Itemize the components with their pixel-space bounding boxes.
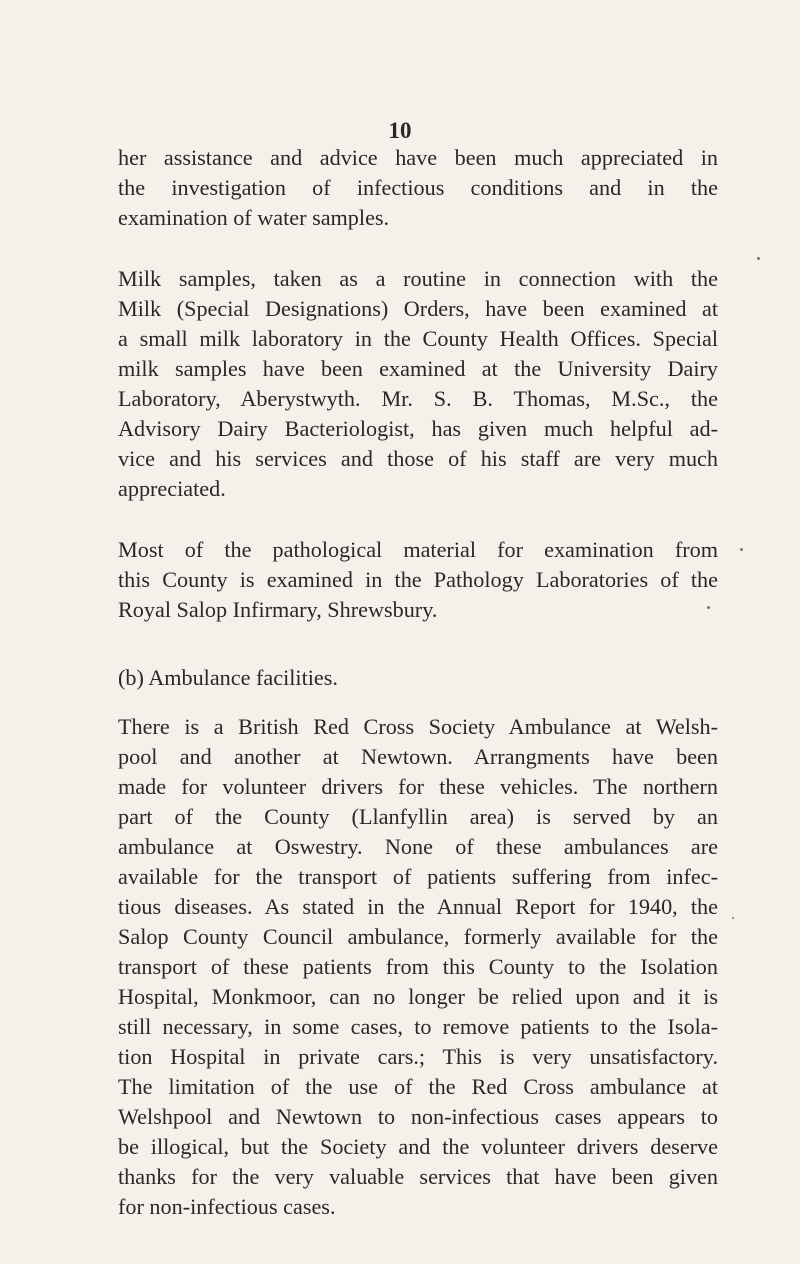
paragraph-1 [118,143,718,233]
text-line: for non-infectious cases. [118,1194,336,1219]
text-line: Hospital, Monkmoor, can no longer be relied upon and it is [118,984,718,1009]
text-line: Laboratory, Aberystwyth. Mr. S. B. Thomas, M.Sc., the [118,386,718,411]
scan-speck [732,917,734,919]
text-line: Advisory Dairy Bacteriologist, has given much helpful ad- [118,416,718,441]
scan-speck [707,606,710,609]
text-line: vice and his services and those of his staff are very much [118,446,718,471]
scan-speck [757,257,760,260]
text-line: available for the transport of patients suffering from infec- [118,864,718,889]
text-line: The limitation of the use of the Red Cross ambulance at [118,1074,718,1099]
text-line: ambulance at Oswestry. None of these ambulances are [118,834,718,859]
paragraph-5 [118,712,718,1222]
text-line: transport of these patients from this County to the Isolation [118,954,718,979]
text-line: Milk (Special Designations) Orders, have been examined at [118,296,718,321]
text-line: Welshpool and Newtown to non-infectious cases appears to [118,1104,718,1129]
text-line: milk samples have been examined at the University Dairy [118,356,718,381]
text-line: examination of water samples. [118,205,390,230]
text-line: this County is examined in the Pathology Laboratories of the [118,567,718,592]
text-line: appreciated. [118,476,226,501]
text-line: made for volunteer drivers for these vehicles. The northern [118,774,718,799]
paragraph-3 [118,535,718,625]
text-line: Most of the pathological material for examination from [118,537,718,562]
section-heading [118,663,718,693]
text-line: the investigation of infectious conditions and in the [118,175,718,200]
text-line: part of the County (Llanfyllin area) is served by an [118,804,718,829]
text-line: pool and another at Newtown. Arrangments have been [118,744,718,769]
text-line: Milk samples, taken as a routine in connection with the [118,266,718,291]
page-number: 10 [388,118,412,143]
paragraph-2 [118,264,718,504]
text-line: her assistance and advice have been much appreciated in [118,145,718,170]
text-line: still necessary, in some cases, to remove patients to the Isola- [118,1014,718,1039]
text-line: There is a British Red Cross Society Ambulance at Welsh- [118,714,718,739]
scan-speck [740,548,743,551]
text-line: thanks for the very valuable services that have been given [118,1164,718,1189]
text-line: Salop County Council ambulance, formerly available for the [118,924,718,949]
text-line: be illogical, but the Society and the volunteer drivers deserve [118,1134,718,1159]
text-line: Royal Salop Infirmary, Shrewsbury. [118,597,438,622]
text-line: a small milk laboratory in the County Health Offices. Special [118,326,718,351]
section-heading-text: (b) Ambulance facilities. [118,665,338,690]
text-line: tion Hospital in private cars.; This is very unsatisfactory. [118,1044,718,1069]
text-line: tious diseases. As stated in the Annual Report for 1940, the [118,894,718,919]
